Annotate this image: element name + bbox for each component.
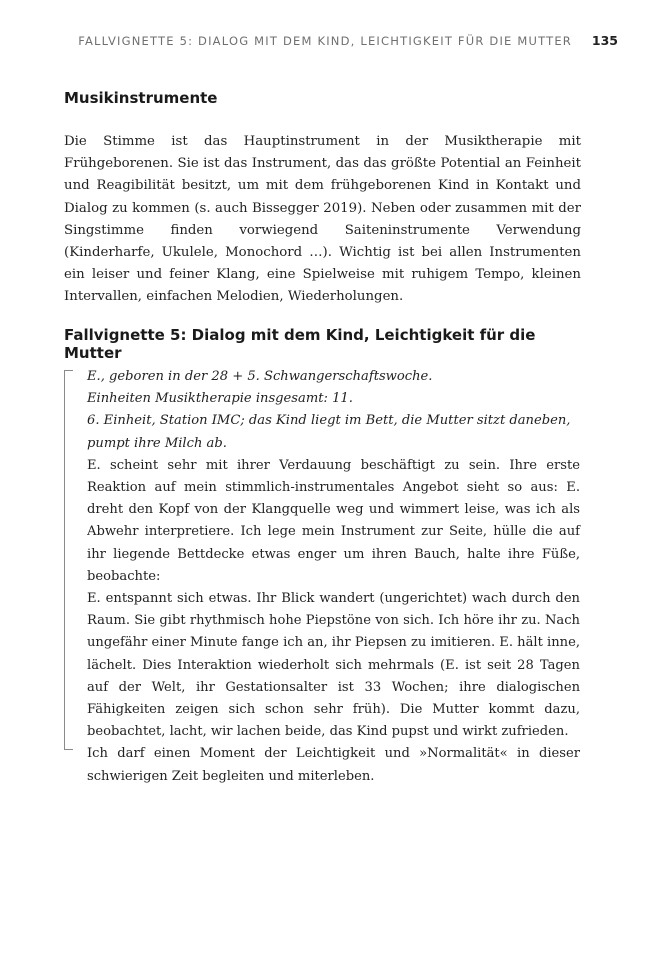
running-title: FALLVIGNETTE 5: DIALOG MIT DEM KIND, LEICHTIGKEIT FÜR DIE MUTTER xyxy=(78,34,572,48)
case-meta-setting: 6. Einheit, Station IMC; das Kind liegt im Bett, die Mutter sitzt daneben, pumpt ihre Milch ab. xyxy=(87,413,571,451)
section-heading-case-vignette: Fallvignette 5: Dialog mit dem Kind, Leichtigkeit für die Mutter xyxy=(64,326,536,362)
section-heading-music-instruments: Musikinstrumente xyxy=(64,89,218,107)
case-paragraph-2: E. entspannt sich etwas. Ihr Blick wandert (ungerichtet) wach durch den Raum. Sie gibt rhythmisch hohe Piepstöne von sich. Ich höre ihr zu. Nach ungefähr einer Minute fange ich an, ihr Piepsen zu imitieren. E. hält inne, lächelt. Dies Interaktion wiederholt sich mehrmals (E. ist seit 28 Tagen auf der Welt, ihr Gestationsalter ist 33 Wochen; ihre dialogischen Fähigkeiten zeigen sich schon sehr früh). Die Mutter kommt dazu, beobachtet, lacht, wir lachen beide, das Kind pupst und wirkt zufrieden. xyxy=(87,591,580,740)
case-meta-sessions: Einheiten Musiktherapie insgesamt: 11. xyxy=(87,391,353,407)
body-paragraph-instruments: Die Stimme ist das Hauptinstrument in der Musiktherapie mit Frühgeborenen. Sie ist das Instrument, das das größte Potential an Feinheit und Reagibilität besitzt, um mit dem frühgeborenen Kind in Kontakt und Dialog zu kommen (s. auch Bissegger 2019). Neben oder zusammen mit der Singstimme finden vorwiegend Saiteninstrumente Verwendung (Kinderharfe, Ukulele, Monochord …). Wichtig ist bei allen Instrumenten ein leiser und feiner Klang, eine Spielweise mit ruhigem Tempo, kleinen Intervallen, einfachen Melodien, Wiederholungen. xyxy=(64,134,581,305)
case-vignette-text xyxy=(87,366,580,788)
case-paragraph-3: Ich darf einen Moment der Leichtigkeit und »Normalität« in dieser schwierigen Zeit begleiten und miterleben. xyxy=(87,746,580,784)
case-meta-birth: E., geboren in der 28 + 5. Schwangerschaftswoche. xyxy=(87,369,433,384)
case-paragraph-1: E. scheint sehr mit ihrer Verdauung beschäftigt zu sein. Ihre erste Reaktion auf mein stimmlich-instrumentales Angebot sieht so aus: E. dreht den Kopf von der Klangquelle weg und wimmert leise, was ich als Abwehr interpretiere. Ich lege mein Instrument zur Seite, hülle die auf ihr liegende Bettdecke etwas enger um ihren Bauch, halte ihre Füße, beobachte: xyxy=(87,457,580,584)
vignette-bracket xyxy=(64,370,73,750)
case-vignette-box xyxy=(64,366,582,784)
page-number: 135 xyxy=(591,33,618,48)
running-header xyxy=(0,33,650,53)
